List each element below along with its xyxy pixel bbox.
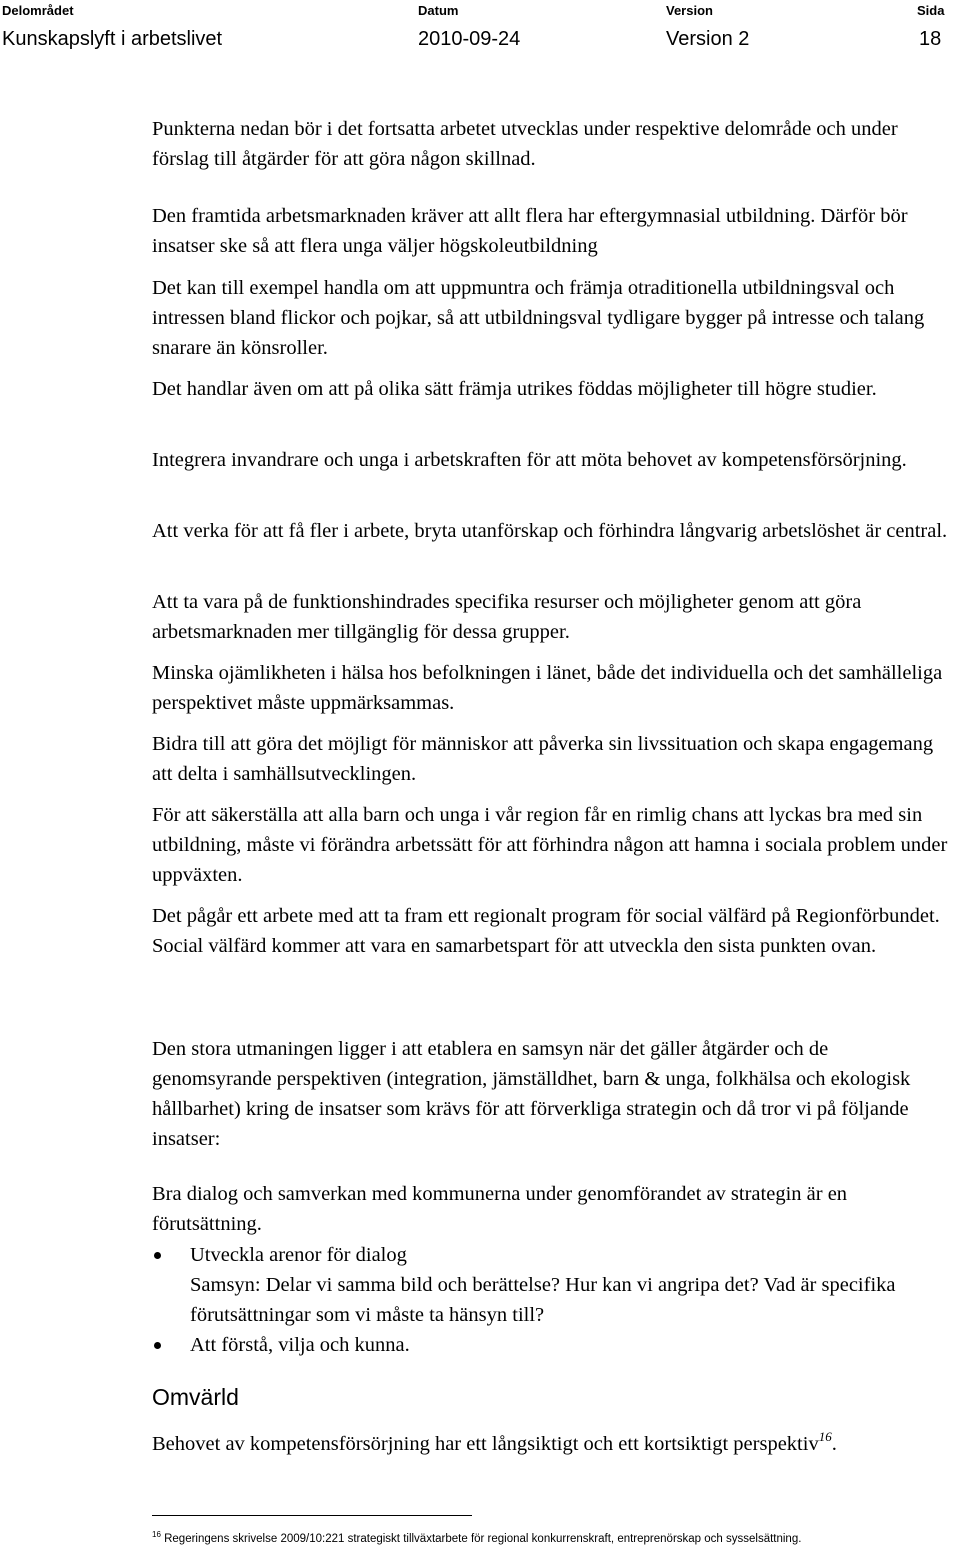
paragraph-integration: Integrera invandrare och unga i arbetskraften för att möta behovet av kompetensförsörjning. xyxy=(152,449,907,471)
paragraph-dialogue: Bra dialog och samverkan med kommunerna under genomförandet av strategin är en förutsättning. xyxy=(152,1183,848,1235)
paragraph-children: För att säkerställa att alla barn och unga i vår region får en rimlig chans att lyckas bra med sin utbildning, måste vi förändra arbetssätt för att förhindra någon att hamna i sociala problem under uppväxten. xyxy=(152,804,948,886)
bullet-icon xyxy=(154,1342,161,1349)
footnote xyxy=(152,1530,801,1545)
header-date-label: Datum xyxy=(418,3,459,18)
paragraph-study-choices: Det kan till exempel handla om att uppmuntra och främja otraditionella utbildningsval och intressen bland flickor och pojkar, så att utbildningsval tydligare bygger på intresse och talang snarare än könsroller. xyxy=(152,277,925,359)
list-item-title: Utveckla arenor för dialog xyxy=(190,1244,407,1266)
bullet-icon xyxy=(154,1252,161,1259)
paragraph-employment: Att verka för att få fler i arbete, bryta utanförskap och förhindra långvarig arbetslöshet är central. xyxy=(152,520,948,542)
paragraph-participation: Bidra till att göra det möjligt för människor att påverka sin livssituation och skapa engagemang att delta i samhällsutvecklingen. xyxy=(152,733,934,785)
header-page-label: Sida xyxy=(917,3,945,18)
section-paragraph xyxy=(152,1422,952,1459)
paragraph-disabilities: Att ta vara på de funktionshindrades specifika resurser och möjligheter genom att göra arbetsmarknaden mer tillgänglig för dessa grupper. xyxy=(152,591,862,643)
section-text: Behovet av kompetensförsörjning har ett långsiktigt och ett kortsiktigt perspektiv xyxy=(152,1433,819,1455)
list-item-detail: Samsyn: Delar vi samma bild och berättelse? Hur kan vi angripa det? Vad är specifika förutsättningar som vi måste ta hänsyn till? xyxy=(190,1274,896,1326)
paragraph-social-welfare: Det pågår ett arbete med att ta fram ett regionalt program för social välfärd på Regionförbundet. Social välfärd kommer att vara en samarbetspart för att utveckla den sista punkten ovan. xyxy=(152,905,940,957)
paragraph-challenge: Den stora utmaningen ligger i att etablera en samsyn när det gäller åtgärder och de genomsyrande perspektiven (integration, jämställdhet, barn & unga, folkhälsa och ekologisk hållbarhet) kring de insatser som krävs för att förverkliga strategin och då tror vi på följande insatser: xyxy=(152,1038,911,1150)
header-page-number: 18 xyxy=(919,28,942,50)
paragraph-foreign-born: Det handlar även om att på olika sätt främja utrikes föddas möjligheter till högre studier. xyxy=(152,378,877,400)
section-text-end: . xyxy=(831,1433,837,1455)
header-area-value: Kunskapslyft i arbetslivet xyxy=(2,28,223,50)
header-version-value: Version 2 xyxy=(666,28,750,50)
paragraph-higher-education: Den framtida arbetsmarknaden kräver att allt flera har eftergymnasial utbildning. Därför bör insatser ske så att flera unga väljer högskoleutbildning xyxy=(152,205,908,257)
footnote-reference[interactable]: 16 xyxy=(818,1429,832,1444)
header-date-value: 2010-09-24 xyxy=(418,28,521,50)
list-item-title: Att förstå, vilja och kunna. xyxy=(190,1334,410,1356)
section-heading: Omvärld xyxy=(152,1384,239,1410)
paragraph-intro: Punkterna nedan bör i det fortsatta arbetet utvecklas under respektive delområde och under förslag till åtgärder för att göra någon skillnad. xyxy=(152,118,898,170)
footnote-text: Regeringens skrivelse 2009/10:221 strategiskt tillväxtarbete för regional konkurrenskraft, entreprenörskap och sysselsättning. xyxy=(164,1533,802,1545)
footnote-divider xyxy=(152,1515,472,1516)
header-area-label: Delområdet xyxy=(2,3,74,18)
footnote-number: 16 xyxy=(152,1530,161,1539)
header-version-label: Version xyxy=(666,3,713,18)
paragraph-health: Minska ojämlikheten i hälsa hos befolkningen i länet, både det individuella och det samhälleliga perspektivet måste uppmärksammas. xyxy=(152,662,943,714)
